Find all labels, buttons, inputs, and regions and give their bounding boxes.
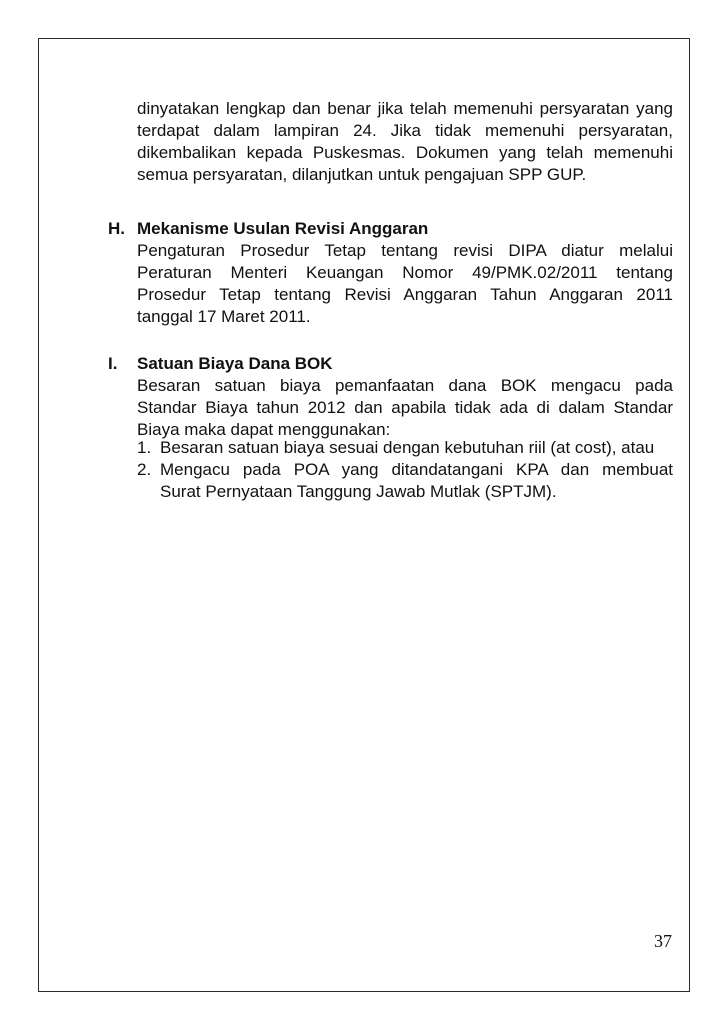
list-number: 2. [137, 460, 152, 479]
text-line: Pengaturan Prosedur Tetap tentang revisi DIPA diatur melalui [137, 241, 673, 260]
section-heading-i [108, 353, 333, 375]
list-item [137, 459, 673, 503]
section-h-paragraph [137, 240, 673, 328]
text-line: dinyatakan lengkap dan benar jika telah memenuhi persyaratan yang [137, 99, 673, 118]
section-title: Mekanisme Usulan Revisi Anggaran [137, 219, 429, 238]
section-heading-h [108, 218, 428, 240]
text-line: Biaya maka dapat menggunakan: [137, 420, 391, 439]
text-line: Peraturan Menteri Keuangan Nomor 49/PMK.02/2011 tentang [137, 263, 673, 282]
text-line: Surat Pernyataan Tanggung Jawab Mutlak (SPTJM). [160, 482, 557, 501]
page-number: 37 [654, 931, 672, 951]
text-line: dikembalikan kepada Puskesmas. Dokumen yang telah memenuhi [137, 143, 673, 162]
list-item [137, 437, 673, 459]
list-number: 1. [137, 438, 152, 457]
section-letter: I. [108, 354, 118, 373]
text-line: tanggal 17 Maret 2011. [137, 307, 311, 326]
section-letter: H. [108, 219, 125, 238]
text-line: Besaran satuan biaya sesuai dengan kebutuhan riil (at cost), atau [160, 438, 655, 457]
section-i-paragraph [137, 375, 673, 441]
text-line: Prosedur Tetap tentang Revisi Anggaran Tahun Anggaran 2011 [137, 285, 673, 304]
text-line: Mengacu pada POA yang ditandatangani KPA dan membuat [160, 460, 673, 479]
section-title: Satuan Biaya Dana BOK [137, 354, 333, 373]
text-line: semua persyaratan, dilanjutkan untuk pengajuan SPP GUP. [137, 165, 587, 184]
text-line: terdapat dalam lampiran 24. Jika tidak memenuhi persyaratan, [137, 121, 673, 140]
text-line: Standar Biaya tahun 2012 dan apabila tidak ada di dalam Standar [137, 398, 673, 417]
intro-paragraph [137, 98, 673, 186]
text-line: Besaran satuan biaya pemanfaatan dana BOK mengacu pada [137, 376, 673, 395]
